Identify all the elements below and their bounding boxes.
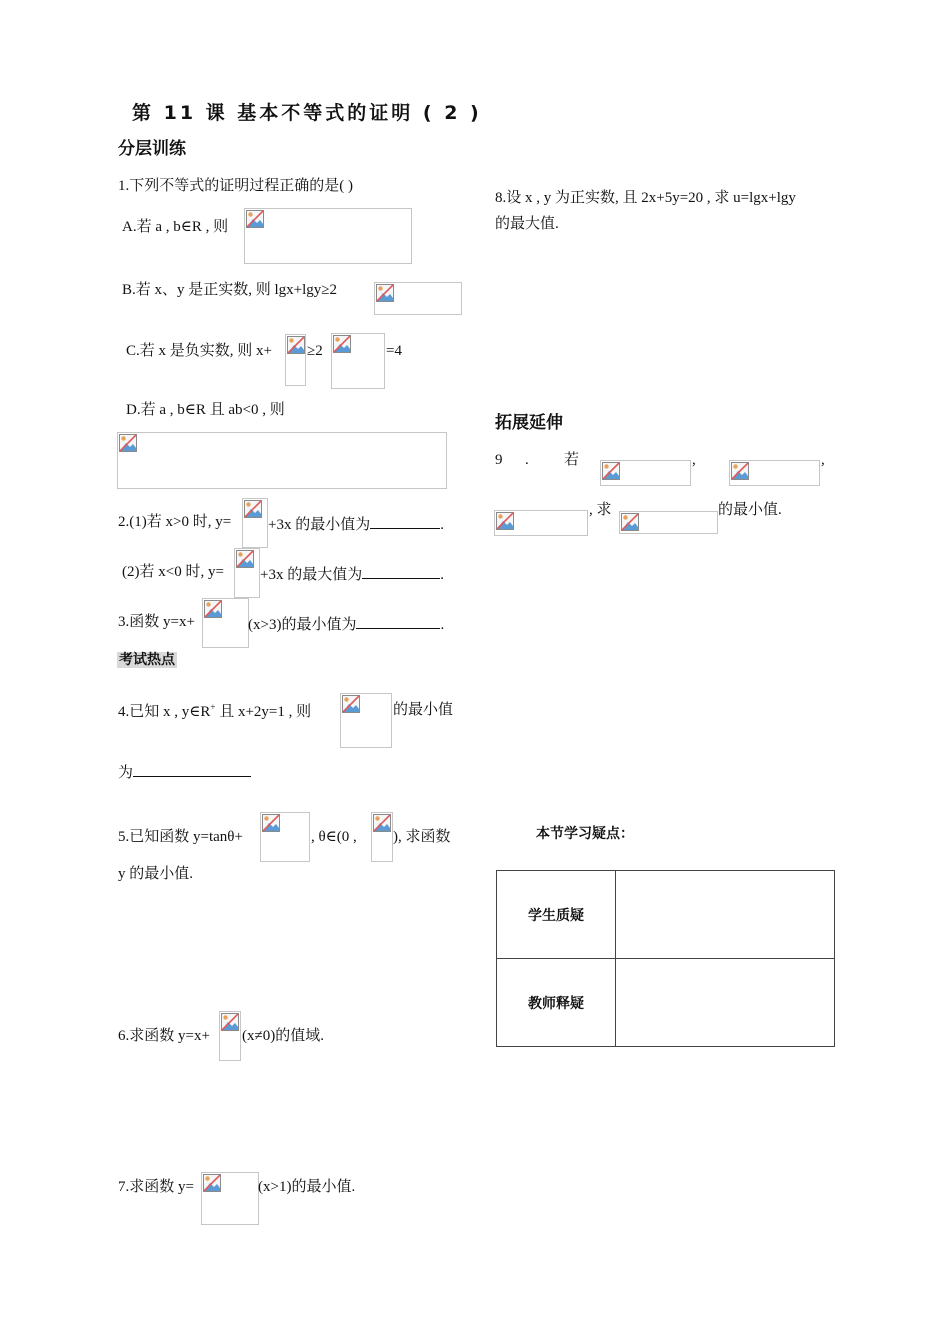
broken-image-icon <box>731 462 749 480</box>
formula-image <box>374 282 462 315</box>
question-4-mid: 且 x+2y=1 , 则 <box>215 704 312 720</box>
formula-image <box>494 510 588 536</box>
question-5-pre: 5.已知函数 y=tanθ+ <box>118 829 243 845</box>
formula-image <box>117 432 447 489</box>
question-2-part-2-post: +3x 的最大值为 <box>260 567 363 583</box>
broken-image-icon <box>602 462 620 480</box>
teacher-answer-label: 教师释疑 <box>497 959 616 1047</box>
superscript-plus: + <box>210 702 216 712</box>
question-8-line-2: 的最大值. <box>495 216 559 232</box>
page-title: 第 11 课 基本不等式的证明 ( 2 ) <box>132 102 482 124</box>
question-2-part-2-pre: (2)若 x<0 时, y= <box>122 564 224 580</box>
period: . <box>440 567 444 583</box>
student-question-cell[interactable] <box>616 871 835 959</box>
question-3 <box>118 615 195 630</box>
period: . <box>440 617 445 633</box>
formula-image <box>331 333 385 389</box>
formula-image <box>285 334 306 386</box>
question-1-option-a: A.若 a , b∈R , 则 <box>122 219 229 235</box>
formula-image <box>202 598 249 648</box>
formula-image <box>242 498 268 548</box>
review-table <box>496 870 835 1047</box>
broken-image-icon <box>204 600 222 618</box>
broken-image-icon <box>342 695 360 713</box>
formula-image <box>219 1011 241 1061</box>
question-4-post: 的最小值 <box>393 702 454 718</box>
answer-blank[interactable] <box>370 515 440 529</box>
broken-image-icon <box>496 512 514 530</box>
question-5-line-2: y 的最小值. <box>118 866 194 882</box>
question-2-part-2 <box>122 565 224 580</box>
doubts-heading: 本节学习疑点： <box>536 826 634 842</box>
broken-image-icon <box>203 1174 221 1192</box>
question-4 <box>118 703 311 720</box>
formula-image <box>600 460 691 486</box>
broken-image-icon <box>621 513 639 531</box>
section-heading-extension: 拓展延伸 <box>495 413 563 433</box>
table-row <box>497 959 835 1047</box>
formula-image <box>260 812 310 862</box>
question-2-part-1-tail <box>268 515 444 533</box>
question-1-option-c: C.若 x 是负实数, 则 x+ <box>126 343 272 359</box>
formula-image <box>729 460 820 486</box>
question-9-dot: . <box>525 452 529 468</box>
answer-blank[interactable] <box>133 763 251 777</box>
question-1-option-c-mid: ≥2 <box>307 343 323 359</box>
broken-image-icon <box>221 1013 239 1031</box>
broken-image-icon <box>376 284 394 302</box>
broken-image-icon <box>262 814 280 832</box>
broken-image-icon <box>333 335 351 353</box>
formula-image <box>371 812 393 862</box>
question-9-number: 9 <box>495 452 503 468</box>
question-1-option-b: B.若 x、y 是正实数, 则 lgx+lgy≥2 <box>122 282 338 298</box>
period: . <box>440 517 444 533</box>
broken-image-icon <box>236 550 254 568</box>
question-7-post: (x>1)的最小值. <box>258 1179 356 1195</box>
question-2-part-1-post: +3x 的最小值为 <box>268 517 371 533</box>
formula-image <box>244 208 412 264</box>
question-6-post: (x≠0)的值域. <box>242 1028 324 1044</box>
question-1-option-c-end: =4 <box>386 343 402 359</box>
question-4-line-2 <box>118 763 251 781</box>
question-1-stem: 1.下列不等式的证明过程正确的是( ) <box>118 178 353 194</box>
question-8-line-1: 8.设 x , y 为正实数, 且 2x+5y=20 , 求 u=lgx+lgy <box>495 190 796 206</box>
broken-image-icon <box>246 210 264 228</box>
answer-blank[interactable] <box>362 565 440 579</box>
formula-image <box>201 1172 259 1225</box>
teacher-answer-cell[interactable] <box>616 959 835 1047</box>
broken-image-icon <box>287 336 305 354</box>
question-5 <box>118 830 243 845</box>
section-heading-training: 分层训练 <box>118 139 186 159</box>
question-9-comma: , <box>821 452 825 468</box>
question-5-post: ), 求函数 <box>393 829 451 845</box>
question-3-post: (x>3)的最小值为 <box>248 617 357 633</box>
question-2-part-2-tail <box>260 565 444 583</box>
table-row <box>497 871 835 959</box>
question-5-mid: , θ∈(0 , <box>311 829 357 845</box>
question-6: 6.求函数 y=x+ <box>118 1028 210 1044</box>
broken-image-icon <box>119 434 137 452</box>
question-9-qiu: , 求 <box>589 502 612 518</box>
question-2-part-1 <box>118 515 231 530</box>
question-9-post: 的最小值. <box>718 502 782 518</box>
question-9-ruo: 若 <box>564 452 580 468</box>
formula-image <box>234 548 260 598</box>
question-1-option-d: D.若 a , b∈R 且 ab<0 , 则 <box>126 402 285 418</box>
question-3-pre: 3.函数 y=x+ <box>118 614 195 630</box>
broken-image-icon <box>244 500 262 518</box>
question-3-tail <box>248 615 444 633</box>
section-heading-exam-hot: 考试热点 <box>119 652 175 668</box>
formula-image <box>619 511 718 534</box>
question-2-part-1-pre: 2.(1)若 x>0 时, y= <box>118 514 232 530</box>
answer-blank[interactable] <box>356 615 440 629</box>
question-4-pre: 4.已知 x , y∈R <box>118 704 211 720</box>
student-question-label: 学生质疑 <box>497 871 616 959</box>
formula-image <box>340 693 392 748</box>
question-9-comma: , <box>692 452 696 468</box>
broken-image-icon <box>373 814 391 832</box>
question-7: 7.求函数 y= <box>118 1179 194 1195</box>
question-4-line-2-text: 为 <box>118 765 134 781</box>
